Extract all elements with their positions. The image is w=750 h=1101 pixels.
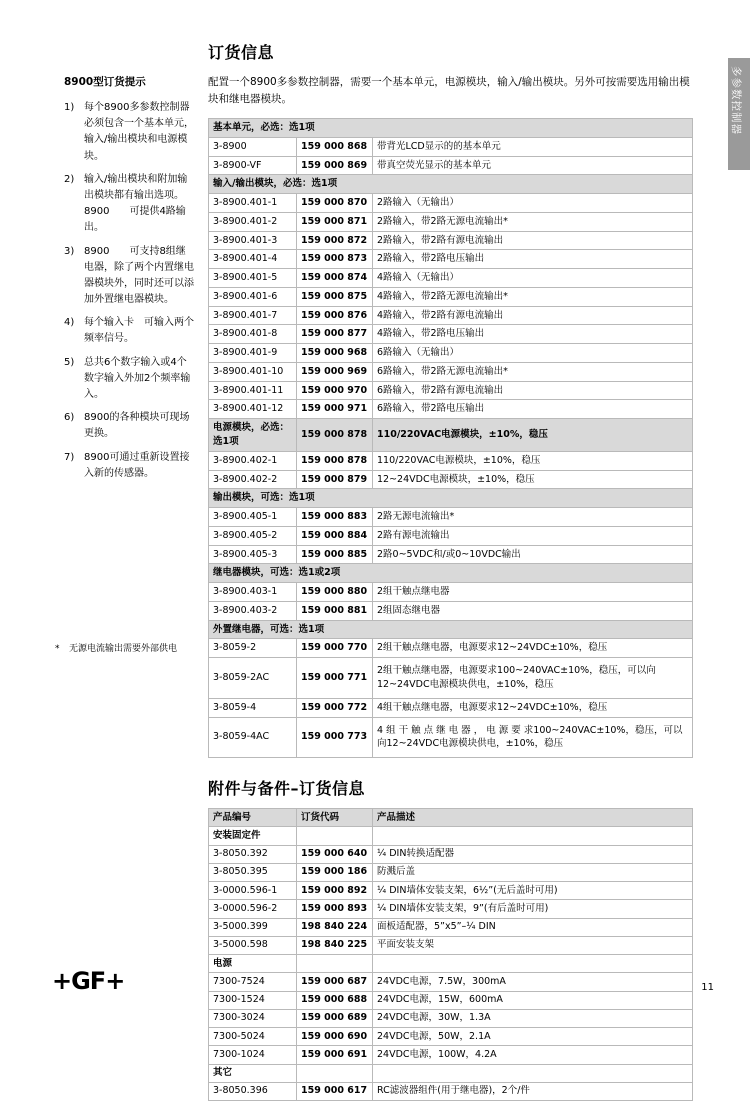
note-text: 每个8900多参数控制器必须包含一个基本单元，输入/输出模块和电源模块。 [84, 102, 194, 162]
group-label: 输出模块，可选：选1项 [209, 489, 693, 508]
note-number: 5) [64, 356, 75, 368]
list-item [64, 410, 194, 442]
table-row [209, 1009, 693, 1027]
product-code: 3-0000.596-1 [209, 882, 297, 900]
order-code [297, 827, 373, 845]
order-code: 159 000 878 [297, 419, 373, 452]
product-description: 2组干触点继电器，电源要求12~24VDC±10%，稳压 [373, 639, 693, 658]
product-description [373, 955, 693, 973]
product-description: ¼ DIN转换适配器 [373, 845, 693, 863]
product-description: 带背光LCD显示的的基本单元 [373, 137, 693, 156]
table-row [209, 918, 693, 936]
order-code [297, 955, 373, 973]
table-row [209, 863, 693, 881]
product-code: 3-8050.395 [209, 863, 297, 881]
order-code: 159 000 876 [297, 306, 373, 325]
product-code: 3-8059-2 [209, 639, 297, 658]
table-row [209, 269, 693, 288]
product-code: 3-8900.401-2 [209, 212, 297, 231]
table-row [209, 882, 693, 900]
product-description: 24VDC电源，15W，600mA [373, 991, 693, 1009]
order-code: 159 000 881 [297, 601, 373, 620]
table-row [209, 156, 693, 175]
table-row [209, 601, 693, 620]
order-code: 159 000 770 [297, 639, 373, 658]
order-code: 159 000 879 [297, 470, 373, 489]
product-description: 2路无源电流输出* [373, 508, 693, 527]
product-description: 24VDC电源，100W，4.2A [373, 1046, 693, 1064]
group-label: 输入/输出模块，必选：选1项 [209, 175, 693, 194]
product-code: 3-8900.401-4 [209, 250, 297, 269]
table-group-row [209, 489, 693, 508]
table-row [209, 717, 693, 758]
product-code: 3-8050.396 [209, 1082, 297, 1100]
table-row [209, 658, 693, 699]
order-code: 159 000 870 [297, 194, 373, 213]
table-row [209, 231, 693, 250]
product-code: 3-8900.401-3 [209, 231, 297, 250]
note-number: 2) [64, 173, 75, 185]
table-group-row [209, 175, 693, 194]
order-code: 198 840 224 [297, 918, 373, 936]
note-text: 8900 可支持8组继电器，除了两个内置继电器模块外，同时还可以添加外置继电器模块。 [84, 245, 194, 306]
table-row [209, 583, 693, 602]
group-label: 安装固定件 [209, 827, 297, 845]
table-row [209, 991, 693, 1009]
product-description: 防溅后盖 [373, 863, 693, 881]
product-description: 12~24VDC电源模块，±10%，稳压 [373, 470, 693, 489]
order-code: 159 000 878 [297, 451, 373, 470]
table-row [209, 451, 693, 470]
product-code: 3-8059-2AC [209, 658, 297, 699]
column-header-order-code: 订货代码 [297, 809, 373, 827]
table-row [209, 362, 693, 381]
side-tab-label: 多参数控制器 [730, 66, 742, 135]
left-notes-list [64, 100, 194, 482]
table-row [209, 973, 693, 991]
product-description: 24VDC电源，50W，2.1A [373, 1028, 693, 1046]
table-row [209, 325, 693, 344]
product-code: 3-8900.403-2 [209, 601, 297, 620]
table-group-row [209, 119, 693, 138]
order-code: 159 000 689 [297, 1009, 373, 1027]
product-code: 3-8900 [209, 137, 297, 156]
product-description [373, 1064, 693, 1082]
order-code: 159 000 968 [297, 344, 373, 363]
note-text: 总共6个数字输入或4个数字输入外加2个频率输入。 [84, 356, 191, 400]
accessories-title: 附件与备件–订货信息 [208, 779, 366, 799]
table-row [209, 936, 693, 954]
order-code: 159 000 617 [297, 1082, 373, 1100]
order-code: 159 000 893 [297, 900, 373, 918]
product-description: 4路输入（无输出） [373, 269, 693, 288]
product-description: 平面安装支架 [373, 936, 693, 954]
list-item [64, 100, 194, 165]
order-code: 159 000 872 [297, 231, 373, 250]
product-code: 3-8900.401-11 [209, 381, 297, 400]
list-item [64, 244, 194, 309]
order-code: 159 000 873 [297, 250, 373, 269]
order-code [297, 1064, 373, 1082]
order-code: 159 000 690 [297, 1028, 373, 1046]
product-code: 3-8050.392 [209, 845, 297, 863]
product-code: 7300-5024 [209, 1028, 297, 1046]
order-code: 159 000 773 [297, 717, 373, 758]
order-code: 159 000 640 [297, 845, 373, 863]
table-row [209, 900, 693, 918]
footnote-text: 无源电流输出需要外部供电 [69, 644, 178, 654]
order-code: 159 000 969 [297, 362, 373, 381]
table-row [209, 250, 693, 269]
order-code: 159 000 688 [297, 991, 373, 1009]
product-code: 3-8900.401-5 [209, 269, 297, 288]
product-code: 7300-3024 [209, 1009, 297, 1027]
product-description: 6路输入，带2路有源电流输出 [373, 381, 693, 400]
table-row [209, 698, 693, 717]
note-number: 7) [64, 451, 75, 463]
product-description: 24VDC电源，30W，1.3A [373, 1009, 693, 1027]
table-row [209, 508, 693, 527]
order-code: 159 000 880 [297, 583, 373, 602]
table-group-row [209, 1064, 693, 1082]
product-description: 4组干触点继电器，电源要求12~24VDC±10%，稳压 [373, 698, 693, 717]
note-number: 6) [64, 412, 75, 424]
gf-logo: +GF+ [52, 967, 125, 995]
product-description: 110/220VAC电源模块，±10%，稳压 [373, 419, 693, 452]
product-description: ¼ DIN墙体安装支架，6½”(无后盖时可用) [373, 882, 693, 900]
table-row [209, 526, 693, 545]
product-description: 24VDC电源，7.5W，300mA [373, 973, 693, 991]
list-item [64, 172, 194, 237]
group-label: 电源模块，必选：选1项 [209, 419, 297, 452]
product-description: 2路输入，带2路电压输出 [373, 250, 693, 269]
list-item [64, 315, 194, 347]
page-title: 订货信息 [208, 43, 275, 62]
product-code: 3-8059-4 [209, 698, 297, 717]
ordering-information-table [208, 118, 693, 758]
product-code: 3-8900.405-3 [209, 545, 297, 564]
footnote-marker: * [55, 644, 60, 654]
group-label: 外置继电器，可选：选1项 [209, 620, 693, 639]
accessories-table [208, 808, 693, 1101]
table-row [209, 400, 693, 419]
left-notes-title: 8900型订货提示 [64, 76, 146, 88]
product-code: 3-8900.405-1 [209, 508, 297, 527]
order-code: 159 000 875 [297, 287, 373, 306]
order-code: 159 000 186 [297, 863, 373, 881]
order-code: 159 000 892 [297, 882, 373, 900]
column-header-description: 产品描述 [373, 809, 693, 827]
table-row [209, 545, 693, 564]
table-row [209, 344, 693, 363]
order-code: 159 000 687 [297, 973, 373, 991]
product-description: 2路输入，带2路无源电流输出* [373, 212, 693, 231]
table-row [209, 470, 693, 489]
table-row [209, 287, 693, 306]
left-notes-column [64, 74, 194, 489]
table-row [209, 845, 693, 863]
product-code: 3-8900.401-6 [209, 287, 297, 306]
order-code: 159 000 884 [297, 526, 373, 545]
order-code: 159 000 970 [297, 381, 373, 400]
column-header-product-code: 产品编号 [209, 809, 297, 827]
product-code: 3-8900.401-7 [209, 306, 297, 325]
table-row [209, 306, 693, 325]
product-description: 6路输入，带2路电压输出 [373, 400, 693, 419]
product-description: 4 组 干 触 点 继 电 器 ， 电 源 要 求100~240VAC±10%，稳压，可以向12~24VDC电源模块供电，±10%，稳压 [373, 717, 693, 758]
table-row [209, 212, 693, 231]
list-item [64, 450, 194, 482]
product-description: 2组干触点继电器，电源要求100~240VAC±10%，稳压，可以向12~24VDC电源模块供电，±10%，稳压 [373, 658, 693, 699]
order-code: 198 840 225 [297, 936, 373, 954]
intro-paragraph: 配置一个8900多参数控制器，需要一个基本单元，电源模块，输入/输出模块。另外可按需要选用输出模块和继电器模块。 [208, 76, 690, 105]
table-row [209, 639, 693, 658]
product-code: 3-5000.399 [209, 918, 297, 936]
product-code: 3-8900.402-2 [209, 470, 297, 489]
note-number: 1) [64, 102, 75, 113]
note-text: 8900的各种模块可现场更换。 [84, 412, 190, 440]
group-label: 其它 [209, 1064, 297, 1082]
product-code: 3-8059-4AC [209, 717, 297, 758]
order-code: 159 000 871 [297, 212, 373, 231]
order-code: 159 000 868 [297, 137, 373, 156]
table-row [209, 1046, 693, 1064]
note-text: 每个输入卡 可输入两个频率信号。 [84, 317, 194, 345]
footnote [55, 643, 195, 657]
note-number: 3) [64, 245, 75, 257]
table-group-row [209, 955, 693, 973]
table-row [209, 137, 693, 156]
table-header-row [209, 809, 693, 827]
product-description: 4路输入，带2路无源电流输出* [373, 287, 693, 306]
order-code: 159 000 772 [297, 698, 373, 717]
table-group-row [209, 564, 693, 583]
side-tab [728, 58, 750, 170]
product-description: 2路有源电流输出 [373, 526, 693, 545]
group-label: 电源 [209, 955, 297, 973]
product-description: 4路输入，带2路有源电流输出 [373, 306, 693, 325]
table-row [209, 194, 693, 213]
product-description: 2组干触点继电器 [373, 583, 693, 602]
order-code: 159 000 771 [297, 658, 373, 699]
product-description: 面板适配器，5”x5”–¼ DIN [373, 918, 693, 936]
order-code: 159 000 971 [297, 400, 373, 419]
order-code: 159 000 874 [297, 269, 373, 288]
main-content [208, 40, 693, 1101]
product-code: 3-8900.401-1 [209, 194, 297, 213]
product-code: 3-5000.598 [209, 936, 297, 954]
product-code: 3-8900.401-10 [209, 362, 297, 381]
table-group-row [209, 620, 693, 639]
product-description: ¼ DIN墙体安装支架，9”(有后盖时可用) [373, 900, 693, 918]
product-description: 4路输入，带2路电压输出 [373, 325, 693, 344]
table-row [209, 1082, 693, 1100]
page-number: 11 [701, 982, 714, 993]
order-code: 159 000 885 [297, 545, 373, 564]
product-code: 7300-1524 [209, 991, 297, 1009]
product-description: 2路输入（无输出） [373, 194, 693, 213]
product-description: 2路输入，带2路有源电流输出 [373, 231, 693, 250]
order-code: 159 000 877 [297, 325, 373, 344]
group-label: 继电器模块，可选：选1或2项 [209, 564, 693, 583]
product-code: 3-8900-VF [209, 156, 297, 175]
product-code: 3-8900.405-2 [209, 526, 297, 545]
product-description: 2路0~5VDC和/或0~10VDC输出 [373, 545, 693, 564]
product-description: 6路输入（无输出） [373, 344, 693, 363]
product-description [373, 827, 693, 845]
product-code: 3-0000.596-2 [209, 900, 297, 918]
product-code: 3-8900.401-9 [209, 344, 297, 363]
order-code: 159 000 869 [297, 156, 373, 175]
product-code: 3-8900.403-1 [209, 583, 297, 602]
note-text: 8900可通过重新设置接入新的传感器。 [84, 451, 190, 479]
order-code: 159 000 883 [297, 508, 373, 527]
product-code: 3-8900.401-12 [209, 400, 297, 419]
product-description: 2组固态继电器 [373, 601, 693, 620]
product-code: 7300-1024 [209, 1046, 297, 1064]
product-description: RC滤波器组件(用于继电器)，2个/件 [373, 1082, 693, 1100]
order-code: 159 000 691 [297, 1046, 373, 1064]
list-item [64, 355, 194, 404]
group-label: 基本单元，必选：选1项 [209, 119, 693, 138]
table-group-row [209, 827, 693, 845]
product-code: 7300-7524 [209, 973, 297, 991]
product-description: 110/220VAC电源模块，±10%，稳压 [373, 451, 693, 470]
note-text: 输入/输出模块和附加输出模块都有输出选项。8900 可提供4路输出。 [84, 173, 188, 234]
table-row [209, 381, 693, 400]
product-code: 3-8900.401-8 [209, 325, 297, 344]
note-number: 4) [64, 317, 75, 329]
product-code: 3-8900.402-1 [209, 451, 297, 470]
table-group-row [209, 419, 693, 452]
product-description: 带真空荧光显示的基本单元 [373, 156, 693, 175]
product-description: 6路输入，带2路无源电流输出* [373, 362, 693, 381]
table-row [209, 1028, 693, 1046]
